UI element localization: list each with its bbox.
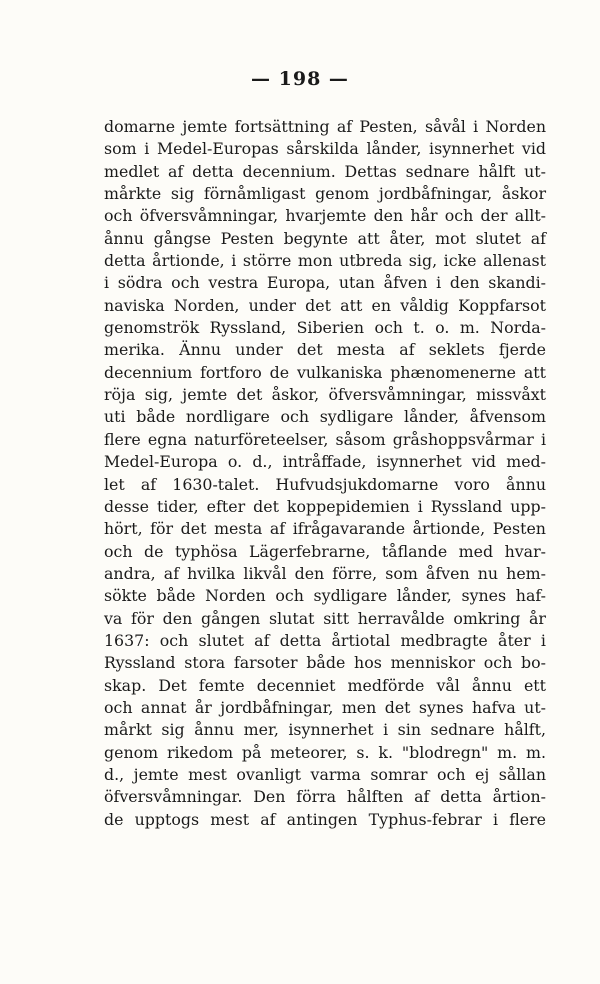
text-line: och de typhösa Lägerfebrarne, tåflande med hvar- [104,541,546,561]
text-line: öfversvåmningar. Den förra hålften af detta årtion- [104,787,546,807]
text-line: genomströk Ryssland, Siberien och t. o. m. Norda- [104,318,546,338]
text-line: mårkt sig ånnu mer, isynnerhet i sin sednare hålft, [104,720,546,740]
text-line: detta årtionde, i större mon utbreda sig, icke allenast [104,251,546,271]
text-line: andra, af hvilka likvål den förre, som åfven nu hem- [104,563,546,583]
text-line: medlet af detta decennium. Dettas sednare hålft ut- [104,161,546,181]
text-line: och annat år jordbåfningar, men det synes hafva ut- [104,697,546,717]
text-line: mårkte sig förnåmligast genom jordbåfningar, åskor [104,184,546,204]
text-line: hört, för det mesta af ifrågavarande årtionde, Pesten [104,519,546,539]
text-line: d., jemte mest ovanligt varma somrar och ej sållan [104,764,546,784]
text-line: let af 1630-talet. Hufvudsjukdomarne voro ånnu [104,474,546,494]
text-line: i södra och vestra Europa, utan åfven i den skandi- [104,273,546,293]
text-line: genom rikedom på meteorer, s. k. "blodregn" m. m. [104,742,546,762]
text-line: röja sig, jemte det åskor, öfversvåmningar, missvåxt [104,385,546,405]
text-line: domarne jemte fortsättning af Pesten, såvål i Norden [104,117,546,136]
text-line: naviska Norden, under det att en våldig Koppfarsot [104,295,546,315]
text-line: 1637: och slutet af detta årtiotal medbragte åter i [104,630,546,650]
text-line: uti både nordligare och sydligare lånder, åfvensom [104,407,546,427]
text-line: skap. Det femte decenniet medförde vål ånnu ett [104,675,546,695]
text-line: ånnu gångse Pesten begynte att åter, mot slutet af [104,228,546,248]
text-line: som i Medel-Europas sårskilda lånder, isynnerhet vid [104,139,546,159]
text-line: merika. Ännu under det mesta af seklets fjerde [104,340,546,360]
text-line: Medel-Europa o. d., intråffade, isynnerhet vid med- [104,452,546,472]
text-line: de upptogs mest af antingen Typhus-febrar i flere [104,809,546,829]
text-line: sökte både Norden och sydligare lånder, synes haf- [104,586,546,606]
text-line: flere egna naturföreteelser, såsom gråshoppsvårmar i [104,429,546,449]
text-line: decennium fortforo de vulkaniska phænomenerne att [104,362,546,382]
page-number: — 198 — [251,68,349,90]
text-line: och öfversvåmningar, hvarjemte den hår och der allt- [104,206,546,226]
body-text [104,116,546,831]
text-line: desse tider, efter det koppepidemien i Ryssland upp- [104,496,546,516]
text-line: Ryssland stora farsoter både hos menniskor och bo- [104,653,546,673]
text-line: va för den gången slutat sitt herravålde omkring år [104,608,546,628]
